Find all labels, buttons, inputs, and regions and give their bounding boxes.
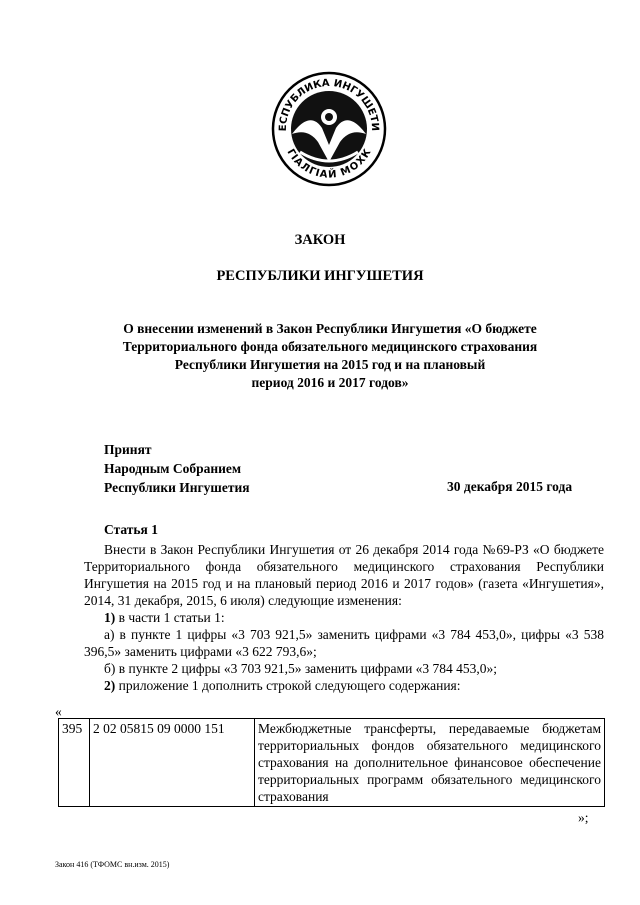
article-body [84, 541, 604, 694]
budget-code-cell: 2 02 05815 09 0000 151 [90, 719, 255, 807]
document-title: ЗАКОН [294, 232, 346, 248]
svg-text:ГIАЛГIАЙ МОХК: ГIАЛГIАЙ МОХК [284, 147, 374, 181]
amendment-item [84, 609, 604, 626]
subject-line: О внесении изменений в Закон Республики Ингушетия «О бюджете [123, 321, 537, 336]
item-text: в части 1 статьи 1: [115, 610, 225, 625]
item-number: 1) [104, 610, 116, 625]
adoption-line: Принят [104, 442, 152, 457]
opening-quote: « [55, 704, 62, 719]
item-text: приложение 1 дополнить строкой следующего содержания: [115, 678, 461, 693]
adoption-line: Народным Собранием [104, 461, 242, 476]
article-intro: Внести в Закон Республики Ингушетия от 26 декабря 2014 года №69-РЗ «О бюджете Территориального фонда обязательного медицинского страхования Республики Ингушетия на 2015 год и на плановый период 2016 и 2017 годов» (газета «Ингушетия», 2014, 31 декабря, 2015, 6 июля) следующие изменения: [84, 542, 604, 608]
subject-line: Республики Ингушетия на 2015 год и на плановый [174, 357, 486, 372]
republic-of-ingushetia-emblem-icon [270, 70, 388, 188]
emblem [270, 70, 388, 188]
adoption-date: 30 декабря 2015 года [447, 479, 573, 494]
article-heading: Статья 1 [104, 522, 158, 537]
subject-line: период 2016 и 2017 годов» [251, 375, 409, 390]
document-subtitle: РЕСПУБЛИКИ ИНГУШЕТИЯ [216, 268, 424, 284]
amendment-item [84, 677, 604, 694]
adoption-block [104, 440, 250, 497]
adoption-line: Республики Ингушетия [104, 480, 250, 495]
amendment-subitem: а) в пункте 1 цифры «3 703 921,5» заменить цифрами «3 784 453,0», цифры «3 538 396,5» заменить цифрами «3 622 793,6»; [84, 627, 604, 659]
description-cell: Межбюджетные трансферты, передаваемые бюджетам территориальных фондов обязательного медицинского страхования на дополнительное финансовое обеспечение территориальных программ обязательного медицинского страхования [255, 719, 605, 807]
table-row [59, 719, 605, 807]
item-number: 2) [104, 678, 116, 693]
closing-quote: »; [578, 810, 589, 825]
admin-code-cell: 395 [59, 719, 90, 807]
footer-note: Закон 416 (ТФОМС вн.изм. 2015) [55, 860, 170, 869]
law-subject [80, 320, 580, 392]
amendment-subitem: б) в пункте 2 цифры «3 703 921,5» заменить цифрами «3 784 453,0»; [104, 661, 498, 676]
subject-line: Территориального фонда обязательного медицинского страхования [122, 339, 538, 354]
inserted-row-table [58, 718, 605, 807]
svg-text:РЕСПУБЛИКА ИНГУШЕТИЯ: ЕСПУБЛИКА ИНГУШЕТИ [277, 77, 381, 132]
